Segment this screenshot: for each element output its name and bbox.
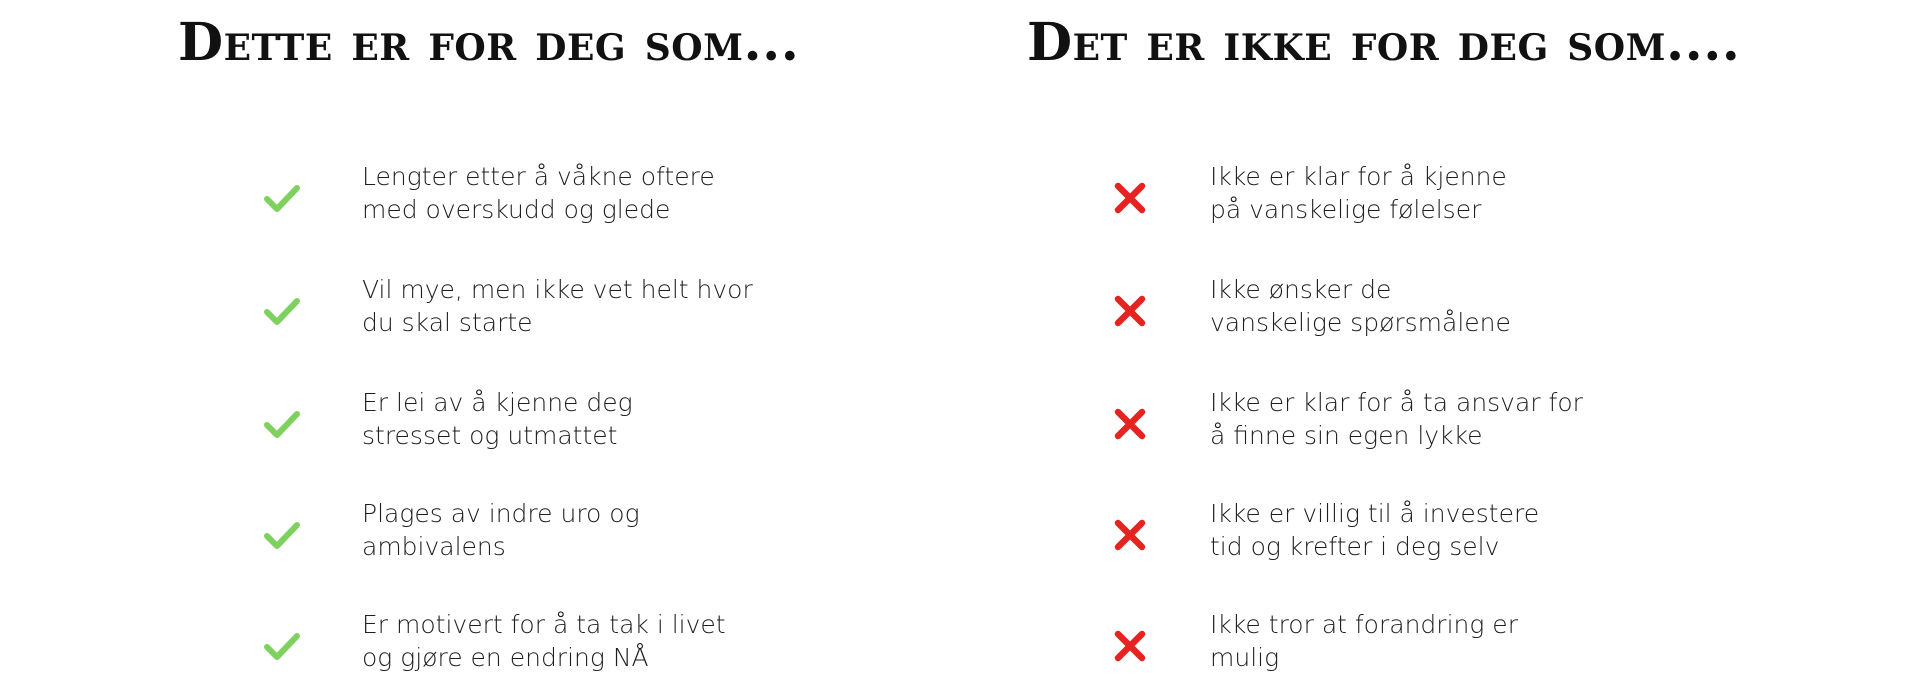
check-icon (262, 178, 302, 218)
item-line: Ikke ønsker de (1210, 275, 1392, 304)
for-you-item-text (362, 386, 633, 452)
check-icon (262, 404, 302, 444)
item-line: Ikke tror at forandring er (1210, 610, 1518, 639)
not-for-you-item-text (1210, 273, 1511, 339)
cross-icon (1110, 291, 1150, 331)
not-for-you-heading: Det er ikke for deg som.... (1027, 12, 1741, 73)
item-line: Ikke er klar for å kjenne (1210, 162, 1507, 191)
check-icon (262, 515, 302, 555)
for-you-heading: Dette er for deg som... (178, 12, 800, 73)
item-line: Lengter etter å våkne oftere (362, 162, 715, 191)
item-line: mulig (1210, 643, 1280, 672)
item-line: ambivalens (362, 532, 506, 561)
not-for-you-item-text (1210, 160, 1507, 226)
cross-icon (1110, 178, 1150, 218)
item-line: på vanskelige følelser (1210, 195, 1482, 224)
item-line: Er lei av å kjenne deg (362, 388, 633, 417)
item-line: Plages av indre uro og (362, 499, 640, 528)
not-for-you-item-text (1210, 608, 1518, 674)
cross-icon (1110, 404, 1150, 444)
item-line: Ikke er klar for å ta ansvar for (1210, 388, 1583, 417)
item-line: vanskelige spørsmålene (1210, 308, 1511, 337)
item-line: og gjøre en endring NÅ (362, 643, 649, 672)
item-line: Ikke er villig til å investere (1210, 499, 1540, 528)
cross-icon (1110, 626, 1150, 666)
check-icon (262, 626, 302, 666)
not-for-you-item-text (1210, 497, 1539, 563)
item-line: tid og krefter i deg selv (1210, 532, 1500, 561)
item-line: Vil mye, men ikke vet helt hvor (362, 275, 753, 304)
item-line: stresset og utmattet (362, 421, 618, 450)
for-you-item-text (362, 497, 640, 563)
for-you-item-text (362, 608, 726, 674)
check-icon (262, 291, 302, 331)
item-line: du skal starte (362, 308, 533, 337)
for-you-item-text (362, 160, 715, 226)
for-you-item-text (362, 273, 753, 339)
item-line: Er motivert for å ta tak i livet (362, 610, 726, 639)
item-line: å finne sin egen lykke (1210, 421, 1483, 450)
item-line: med overskudd og glede (362, 195, 671, 224)
cross-icon (1110, 515, 1150, 555)
not-for-you-item-text (1210, 386, 1583, 452)
